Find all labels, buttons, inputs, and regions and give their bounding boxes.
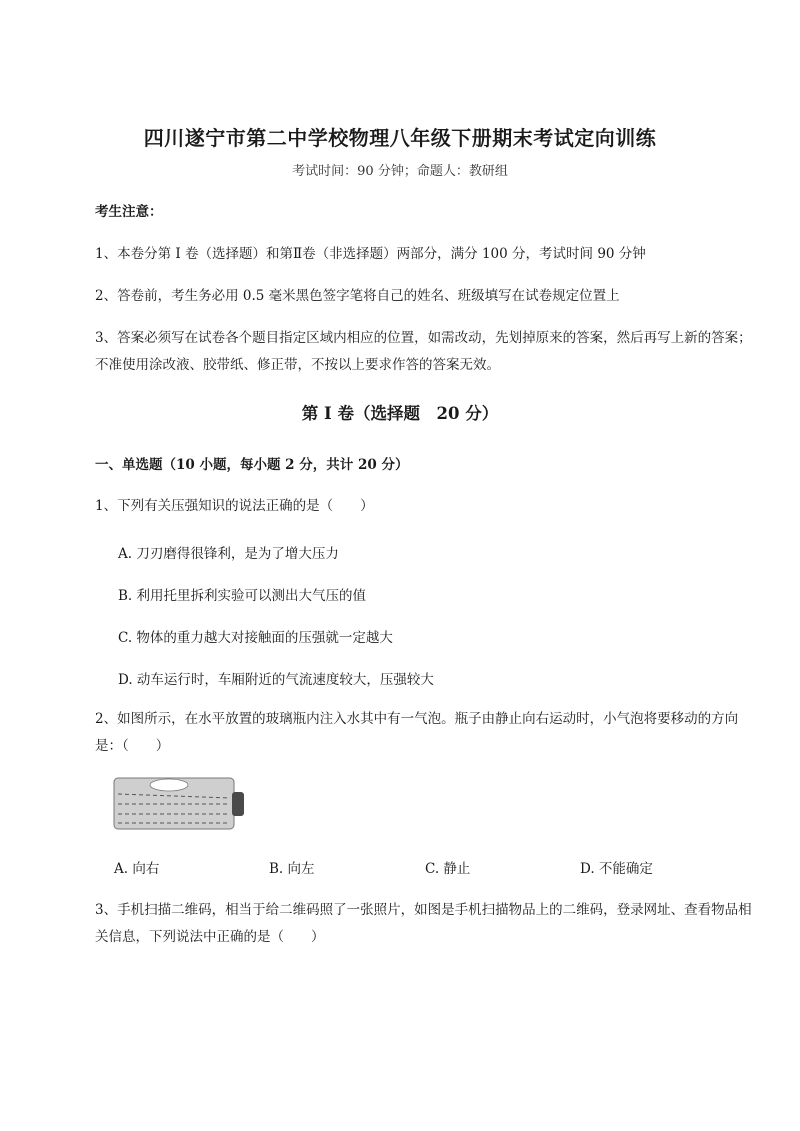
question-3-stem: 3、手机扫描二维码，相当于给二维码照了一张照片，如图是手机扫描物品上的二维码，登录网址、查看物品相关信息，下列说法中正确的是（ ）	[95, 902, 752, 945]
question-2-option-d[interactable]: D. 不能确定	[580, 861, 653, 877]
notice-heading: 考生注意：	[95, 204, 163, 220]
question-2-stem: 2、如图所示，在水平放置的玻璃瓶内注入水其中有一气泡。瓶子由静止向右运动时，小气泡将要移动的方向是：（ ）	[95, 711, 739, 754]
question-2-option-b[interactable]: B. 向左	[269, 861, 315, 877]
question-2-option-a[interactable]: A. 向右	[114, 861, 160, 877]
question-1-option-c[interactable]: C. 物体的重力越大对接触面的压强就一定越大	[118, 630, 393, 646]
question-1-option-b[interactable]: B. 利用托里拆利实验可以测出大气压的值	[118, 588, 367, 604]
bottle-cap	[232, 792, 244, 816]
question-2-option-c[interactable]: C. 静止	[425, 861, 471, 877]
page-title: 四川遂宁市第二中学校物理八年级下册期末考试定向训练	[143, 126, 657, 150]
part-heading: 一、单选题（10 小题，每小题 2 分，共计 20 分）	[95, 457, 409, 473]
question-1-option-a[interactable]: A. 刀刃磨得很锋利，是为了增大压力	[118, 546, 339, 562]
exam-info: 考试时间：90 分钟；命题人：教研组	[292, 164, 508, 179]
air-bubble	[150, 779, 188, 791]
bottle-with-bubble-figure	[112, 775, 252, 833]
question-1-stem: 1、下列有关压强知识的说法正确的是（ ）	[95, 498, 374, 514]
notice-item-3: 3、答案必须写在试卷各个题目指定区域内相应的位置，如需改动，先划掉原来的答案，然后再写上新的答案；不准使用涂改液、胶带纸、修正带，不按以上要求作答的答案无效。	[95, 330, 752, 373]
notice-item-1: 1、本卷分第 I 卷（选择题）和第Ⅱ卷（非选择题）两部分，满分 100 分，考试时间 90 分钟	[95, 246, 646, 262]
question-1-option-d[interactable]: D. 动车运行时，车厢附近的气流速度较大，压强较大	[118, 672, 434, 688]
notice-item-2: 2、答卷前，考生务必用 0.5 毫米黑色签字笔将自己的姓名、班级填写在试卷规定位置上	[95, 288, 620, 304]
section-title: 第 I 卷（选择题 20 分）	[301, 404, 499, 423]
